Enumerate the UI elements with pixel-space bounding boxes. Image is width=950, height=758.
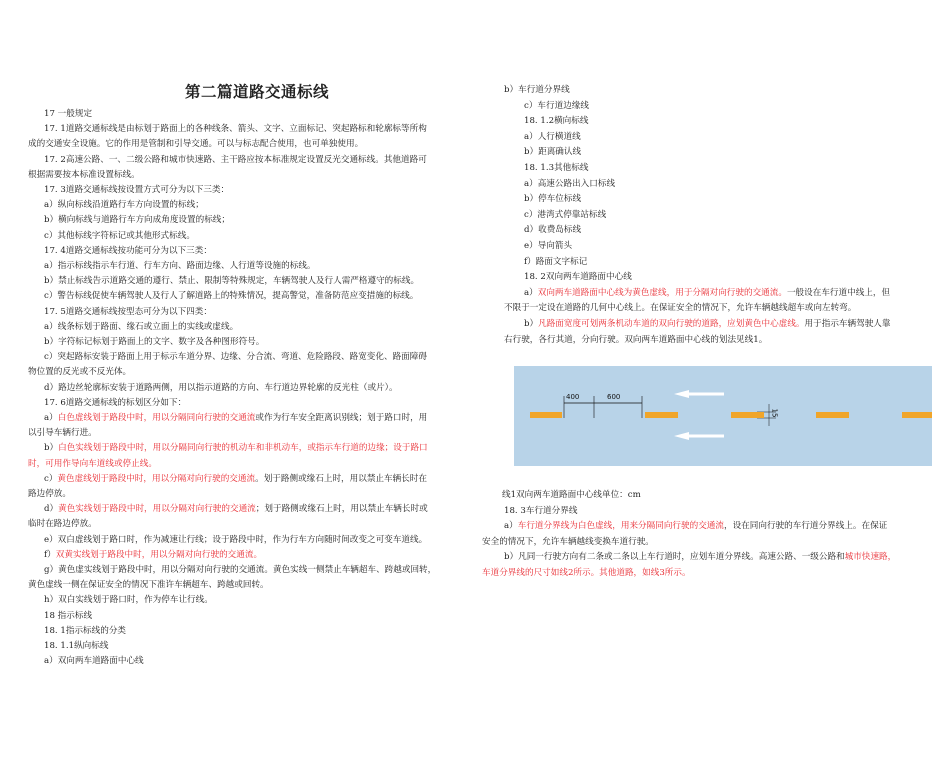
text-run: a）双向两车道路面中心线 <box>44 656 144 667</box>
text-line <box>524 115 588 127</box>
dim-label-gap: 600 <box>607 393 621 401</box>
text-line <box>504 84 570 96</box>
text-run: b）距离确认线 <box>524 147 582 158</box>
arrow-left-icon <box>674 390 724 398</box>
text-run: 18. 3车行道分界线 <box>504 505 578 516</box>
text-run: 18. 1指示标线的分类 <box>44 625 127 636</box>
text-line <box>28 366 131 378</box>
dim-label-dash: 400 <box>566 393 580 401</box>
arrow-left-icon <box>674 432 724 440</box>
text-line <box>524 209 606 221</box>
text-run: 17. 2高速公路、一、二级公路和城市快速路、主干路应按本标准规定设置反光交通标线。其他道路可 <box>44 154 427 165</box>
text-line <box>28 579 269 591</box>
text-run: 成的交通安全设施。它的作用是管制和引导交通。可以与标志配合使用，也可单独使用。 <box>28 139 364 150</box>
text-run: 右行驶，各行其道，分向行驶。双向两车道路面中心线的划法见线1。 <box>504 334 768 345</box>
text-run: e）双白虚线划于路口时，作为减速让行线；设于路段中时，作为行车方向随时间改变之可变车道线。 <box>44 534 428 545</box>
text-run: 路边停放。 <box>28 489 71 499</box>
text-line <box>44 382 398 394</box>
centerline-dash <box>816 412 849 418</box>
text-line <box>504 520 887 532</box>
text-run: 17. 1道路交通标线是由标划于路面上的各种线条、箭头、文字、立面标记、突起路标和轮廓标等所构 <box>44 124 427 135</box>
text-line <box>44 610 92 622</box>
text-line <box>504 505 577 517</box>
text-line <box>44 260 316 272</box>
text-line <box>28 488 71 500</box>
text-line <box>504 334 767 346</box>
text-run: 黄色实线划于路段中时，用以分隔对向行驶的交通流 <box>58 504 256 515</box>
text-line <box>44 290 418 302</box>
text-run: 17. 4道路交通标线按功能可分为以下三类： <box>44 245 212 256</box>
text-run: b）横向标线与道路行车方向成角度设置的标线； <box>44 215 230 226</box>
text-run: 白色虚线划于路段中时，用以分隔同向行驶的交通流 <box>57 413 256 423</box>
text-line <box>44 625 126 637</box>
text-run: c）突起路标安装于路面上用于标示车道分界、边缘、分合流、弯道、危险路段、路宽变化、路面障碍 <box>44 352 427 363</box>
text-line <box>44 442 428 454</box>
text-run: ，设在同向行驶的车行道分界线上。在保证 <box>723 521 888 532</box>
text-line <box>44 503 428 515</box>
text-run: c）其他标线字符标记或其他形式标线。 <box>44 230 195 241</box>
text-line <box>44 655 144 667</box>
text-run: b） <box>524 319 539 329</box>
text-run: b）凡同一行驶方向有二条或二条以上车行道时，应划车道分界线。高速公路、一级公路和 <box>504 552 845 563</box>
dim-label-width: 15 <box>770 408 779 418</box>
text-run: 。划于路侧或缘石上时，用以禁止车辆长时在 <box>255 473 427 484</box>
text-run: 黄色虚线划于路段中时，用以分隔对向行驶的交通流 <box>57 473 256 484</box>
text-line <box>502 489 641 501</box>
page-title: 第二篇道路交通标线 <box>185 83 330 101</box>
text-line <box>44 184 229 196</box>
text-line <box>524 146 581 158</box>
text-run: a） <box>524 287 538 298</box>
text-run: 黄色虚线一侧在保证安全的情况下准许车辆超车、跨越或回转。 <box>28 580 269 591</box>
text-run: 17. 5道路交通标线按型态可分为以下四类： <box>44 306 212 317</box>
text-line <box>44 640 108 652</box>
text-line <box>524 162 588 174</box>
centerline-diagram <box>514 366 932 466</box>
diagram-svg <box>514 366 932 466</box>
text-line <box>504 551 896 563</box>
text-run: 18. 1.1纵向标线 <box>44 641 109 651</box>
text-run: c）警告标线促使车辆驾驶人及行人了解道路上的特殊情况，提高警觉，准备防范应变措施的标线。 <box>44 291 419 302</box>
text-line <box>44 123 427 135</box>
text-line <box>28 138 363 150</box>
text-run: a） <box>504 521 518 532</box>
text-run: c）港湾式停靠站标线 <box>524 209 607 220</box>
text-run: 17. 3道路交通标线按设置方式可分为以下三类： <box>44 185 230 195</box>
text-line <box>44 306 212 318</box>
text-line <box>44 564 436 576</box>
text-run: 以引导车辆行进。 <box>28 428 97 439</box>
text-line <box>44 275 419 287</box>
text-run: a）线条标划于路面、缘石或立面上的实线或虚线。 <box>44 321 239 332</box>
text-run: a）纵向标线沿道路行车方向设置的标线； <box>44 200 204 211</box>
text-run: 车行道分界线为白色虚线，用来分隔同向行驶的交通流 <box>517 521 724 532</box>
text-run: 17 一般规定 <box>44 109 93 119</box>
text-run: f）路面文字标记 <box>524 256 588 267</box>
text-run: c）车行道边缘线 <box>524 100 589 111</box>
text-run: b）车行道分界线 <box>504 85 570 95</box>
text-line <box>44 351 427 363</box>
text-line <box>44 214 230 226</box>
text-line <box>482 567 691 579</box>
text-run: b）停车位标线 <box>524 194 582 205</box>
text-run: g）黄色虚实线划于路段中时，用以分隔对向行驶的交通流。黄色实线一侧禁止车辆超车、跨越或回转， <box>44 565 437 575</box>
text-run: 18 指示标线 <box>44 610 93 621</box>
text-run: d）路边丝轮廓标安装于道路两侧，用以指示道路的方向、车行道边界轮廓的反光柱（或片）。 <box>44 382 398 393</box>
text-line <box>44 108 92 120</box>
text-run: b） <box>44 443 59 454</box>
text-run: 时，可用作导向车道线或停止线。 <box>28 458 157 469</box>
centerline-dash <box>530 412 562 418</box>
text-run: c） <box>44 473 58 484</box>
text-line <box>44 412 427 424</box>
text-line <box>44 336 264 348</box>
text-run: a）指示标线指示车行道、行车方向、路面边缘、人行道等设施的标线。 <box>44 261 316 271</box>
text-line <box>524 318 890 330</box>
text-line <box>44 534 427 546</box>
text-run: ；划于路侧或缘石上时，用以禁止车辆长时或 <box>255 504 428 515</box>
text-line <box>524 178 615 190</box>
text-run: 一般设在车行道中线上，但 <box>786 287 891 298</box>
text-line <box>44 245 212 257</box>
text-run: 18. 1.3其他标线 <box>524 163 589 173</box>
text-line <box>44 397 186 409</box>
text-run: a）人行横道线 <box>524 131 581 142</box>
text-run: 18. 1.2横向标线 <box>524 116 589 127</box>
text-line <box>524 287 890 299</box>
text-line <box>524 240 572 252</box>
text-line <box>28 518 97 530</box>
text-run: 18. 2双向两车道路面中心线 <box>524 272 632 283</box>
centerline-dash <box>645 412 678 418</box>
centerline-dash <box>731 412 764 418</box>
text-run: 物位置的反光或不反光体。 <box>28 367 132 378</box>
text-line <box>524 256 587 268</box>
text-line <box>28 427 97 439</box>
text-run: 城市快速路， <box>844 552 897 563</box>
text-line <box>44 199 204 211</box>
text-run: a） <box>44 413 58 423</box>
text-run: b）禁止标线告示道路交通的遵行、禁止、限制等特殊规定，车辆驾驶人及行人需严格遵守的标线。 <box>44 276 420 287</box>
text-line <box>524 131 581 143</box>
text-line <box>44 594 213 606</box>
text-run: 根据需要按本标准设置标线。 <box>28 169 140 180</box>
text-run: 双向两车道路面中心线为黄色虚线，用于分隔对向行驶的交通流。 <box>537 287 787 298</box>
text-line <box>28 169 140 181</box>
text-run: d）收费岛标线 <box>524 225 582 236</box>
text-line <box>524 224 581 236</box>
text-run: 凡路面宽度可划两条机动车道的双向行驶的道路，应划黄色中心虚线。 <box>538 319 805 329</box>
text-run: d） <box>44 504 59 515</box>
text-line <box>504 302 856 314</box>
text-run: 车道分界线的尺寸如线2所示。其他道路，如线3所示。 <box>482 568 691 578</box>
text-line <box>44 549 262 561</box>
text-run: 安全的情况下，允许车辆越线变换车道行驶。 <box>482 536 654 547</box>
text-line <box>44 230 195 242</box>
text-run: a）高速公路出入口标线 <box>524 178 616 189</box>
text-run: 双黄实线划于路段中时，用以分隔对向行驶的交通流。 <box>55 549 263 560</box>
text-run: e）导向箭头 <box>524 241 573 251</box>
text-run: 17. 6道路交通标线的标划区分如下： <box>44 397 187 408</box>
text-line <box>482 536 654 548</box>
text-line <box>44 321 238 333</box>
text-line <box>44 154 427 166</box>
text-run: 或作为行车安全距离识别线；划于路口时，用 <box>255 413 428 423</box>
text-run: 用于指示车辆驾驶人靠 <box>804 319 891 329</box>
text-run: 临时在路边停放。 <box>28 519 97 530</box>
text-line <box>28 458 157 470</box>
text-line <box>524 193 581 205</box>
text-line <box>524 271 632 283</box>
text-run: 不限于一定设在道路的几何中心线上。在保证安全的情况下，允许车辆越线超车或向左转弯。 <box>504 303 857 314</box>
text-run: 白色实线划于路段中时，用以分隔同向行驶的机动车和非机动车，或指示车行道的边缘；设于路口 <box>58 443 428 454</box>
text-run: 线1双向两车道路面中心线单位：cm <box>502 490 641 500</box>
centerline-dash <box>902 412 932 418</box>
text-line <box>44 473 427 485</box>
text-run: h）双白实线划于路口时，作为停车让行线。 <box>44 595 213 606</box>
text-run: f） <box>44 549 56 560</box>
text-run: b）字符标记标划于路面上的文字、数字及各种图形符号。 <box>44 337 265 347</box>
text-line <box>524 100 589 112</box>
